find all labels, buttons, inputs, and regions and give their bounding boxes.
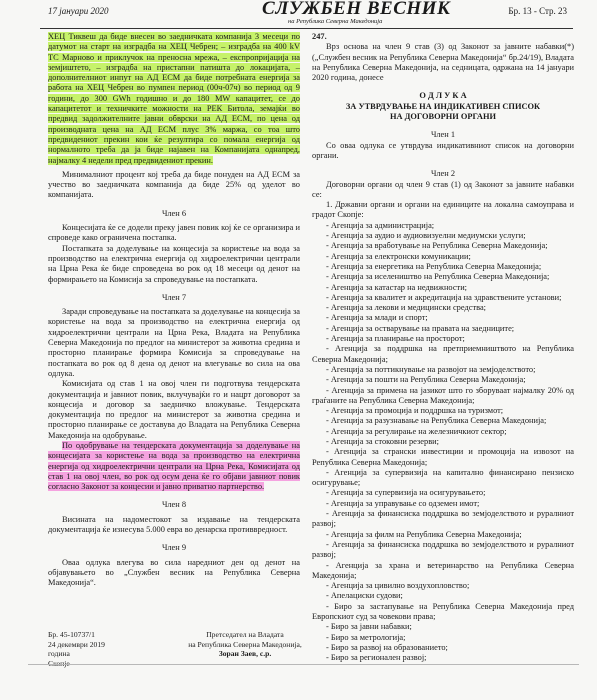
list-item: - Агенција за администрација;	[326, 220, 435, 230]
signatory: Претседател на Владата на Република Северна Македонија, Зоран Заев, с.р.	[188, 630, 302, 659]
list-item: - Биро за застапување на Република Северна Македонија пред Европскиот суд за човекови права;	[312, 601, 574, 622]
list-item: - Агенција за поддршка на претприемништвото на Република Северна Македонија;	[312, 344, 574, 364]
gazette-title: СЛУЖБЕН ВЕСНИК	[262, 0, 451, 19]
list-item: - Агенција за лекови и медицински средства;	[326, 303, 487, 313]
list-item: - Агенција за супервизија на осигурувањето;	[326, 488, 486, 498]
list-item: - Агенција за квалитет и акредитација на здравствените установи;	[326, 292, 562, 302]
article-heading: Член 7	[161, 292, 187, 302]
decision-subtitle: НА ДОГОВОРНИ ОРГАНИ	[389, 112, 497, 122]
paragraph: Оваа одлука влегува во сила наредниот ден од денот на објавувањето во „Службен весник на Република Северна Македонија“.	[48, 557, 300, 588]
issue-number: Бр. 13 - Стр. 23	[508, 6, 567, 16]
paragraph: Со оваа одлука се утврдува индикативниот список на договорни органи.	[312, 140, 574, 160]
list-item: - Агенција за поттикнување на развојот на земјоделството;	[326, 364, 536, 374]
list-item: - Апелациски судови;	[326, 591, 403, 601]
article-heading: Член 2	[430, 169, 456, 179]
paragraph: Висината на надоместокот за издавање на тендерската документација ќе изнесува 5.000 евра во денарска противвредност.	[48, 514, 300, 535]
list-item: - Агенција за храна и ветеринарство на Република Северна Македонија;	[312, 560, 574, 580]
list-item: - Агенција за планирање на просторот;	[326, 334, 465, 344]
page-bottom-rule	[28, 664, 579, 665]
paragraph	[48, 32, 300, 166]
agency-list	[312, 221, 574, 664]
highlighted-text: По одобрување на тендерската документација за доделување на концесијата за користење на вода за производство на електрична енергија од хидроелектрични централи на Црна Река, Комисијата од став 1 на овој член, во рок од осум дена ќе го објави јавниот повик согласно Законот за концесии и јавно приватно партнерство.	[48, 440, 300, 492]
list-item: - Агенција за млади и спорт;	[326, 313, 428, 323]
list-item: - Агенција за филм на Република Северна Македонија;	[326, 529, 522, 539]
article-heading: Член 1	[430, 130, 456, 140]
paragraph	[48, 441, 300, 492]
list-item: - Биро за јавни набавки;	[326, 622, 412, 632]
article-heading: Член 9	[161, 543, 187, 553]
paragraph: Заради спроведување на постапката за доделување на концесија за користење на вода за производство на електрична енергија од хидроелектрични централи на Црна Река, Владата на Република Северна Македонија по предлог на министерот за животна средина и просторно планирање формира Комисија за спроведување на постапката во рок од 8 дена од денот на влегување во сила на ова одлука.	[48, 307, 300, 378]
paragraph: Минималниот процент кој треба да биде понуден на АД ЕСМ за учество во заедничката компанија да биде 25% од уделот во компанијата.	[48, 169, 300, 200]
list-item: - Агенција за пошти на Република Северна Македонија;	[326, 375, 526, 385]
paragraph: Концесијата ќе се додели преку јавен повик кој ќе се организира и спроведе како ограничена постапка.	[48, 223, 300, 243]
list-item: - Агенција за финансиска поддршка во земјоделството и руралниот развој;	[312, 509, 574, 529]
list-item: - Биро за регионален развој;	[326, 653, 427, 663]
paragraph: Постапката за доделување на концесија за користење на вода за производство на електрична енергија од хидроелектрични централи на Црна Река ќе биде спроведена во рок од 18 месеци од денот на формирањето на Комисија за спроведување на постапката.	[48, 243, 300, 284]
list-item: - Агенција за финансиска поддршка во земјоделството и руралниот развој;	[312, 539, 574, 560]
list-item: - Агенција за иселеништво на Република Северна Македонија;	[326, 272, 550, 282]
article-heading: Член 6	[161, 208, 187, 218]
gazette-subtitle: на Република Северна Македонија	[288, 18, 383, 25]
preamble: Врз основа на член 9 став (3) од Законот за јавните набавки(*) („Службен весник на Република Северна Македонија“ бр.24/19), Владата на Република Северна Македонија, на седницата, одржана на 14 јануари 2020 година, донесе	[312, 42, 574, 83]
reference-number: Бр. 45-10737/1 24 декември 2019 година Скопје	[48, 630, 105, 668]
decision-title: О Д Л У К А	[419, 91, 467, 101]
paragraph: Комисијата од став 1 на овој член ги подготвува тендерската документација и јавниот повик, вклучувајќи го и нацрт договорот за концесија и договор за заедничко вложување. Тендерската документација по предлог на министерот за животна средина и просторно планирање се доставува до Владата на Република Северна Македонија на одобрување.	[48, 379, 300, 440]
page-header	[40, 0, 573, 29]
list-item: - Агенција за управување со одземен имот;	[326, 498, 480, 508]
list-item: - Агенција за катастар на недвижности;	[326, 282, 468, 292]
highlighted-text: ХЕЦ Тиквеш да биде внесен во заедничката компанија 3 месеци по датумот на старт на изградба на ХЕЦ Чебрен; – изградба на 400 kV ТС Марново и приклучок на преносна мрежа, – експропријација на земјиштето, – изградба на пристапни патишта до локацијата, – дополнителниот инпут на АД ЕСМ да биде потребната енергија за работа на ХЕЦ Чебрен во пумпен период (00ч-07ч) во период од 9 години, до 300 GWh годишно и до 180 MW капацитет, се до капацитетот и техничките можности на РЕК Битола, земајќи во предвид задолжителните јавни обврски на АД ЕСМ, по цена од производната цена на АД ЕСМ плус 3% маржа, со тоа што предвидениот прекин кои ќе резултира со помала енергија од нормалното треба да ја биде најавен на Компанијата однапред, најмалку 4 недели пред предвидениот прекин.	[48, 32, 300, 165]
list-item: - Агенција за стоковни резерви;	[326, 436, 439, 446]
list-item: - Агенција за вработување на Република Северна Македонија;	[326, 241, 548, 251]
list-item: - Агенција за енергетика на Република Северна Македонија;	[326, 261, 542, 271]
issue-date: 17 јануари 2020	[48, 6, 109, 16]
list-item: - Агенција за остварување на правата на заедниците;	[326, 323, 515, 333]
list-item: - Агенција за електронски комуникации;	[326, 251, 471, 261]
decision-subtitle: ЗА УТВРДУВАЊЕ НА ИНДИКАТИВЕН СПИСОК	[345, 101, 541, 111]
paragraph: Договорни органи од член 9 став (1) од Законот за јавните набавки се:	[312, 179, 574, 199]
list-item: - Биро за метрологија;	[326, 632, 406, 642]
right-column	[312, 32, 574, 664]
left-column	[48, 32, 300, 589]
list-item: - Агенција за аудио и аудиовизуелни медиумски услуги;	[326, 231, 526, 241]
list-item: - Агенција за регулирање на железничкиот сектор;	[326, 426, 507, 436]
list-item: - Агенција за примена на јазикот што го зборуваат најмалку 20% од граѓаните на Република Северна Македонија;	[312, 385, 574, 405]
list-item: - Агенција за цивилно воздухопловство;	[326, 581, 470, 591]
paragraph: 1. Државни органи и органи на единиците на локална самоуправа и градот Скопје:	[312, 200, 574, 220]
article-heading: Член 8	[161, 500, 187, 510]
list-item: - Агенција за промоција и поддршка на туризмот;	[326, 406, 504, 416]
list-item: - Агенција за разузнавање на Република Северна Македонија;	[326, 416, 547, 426]
list-item: - Агенција за странски инвестиции и промоција на извозот на Република Северна Македонија;	[312, 447, 574, 467]
act-number: 247.	[312, 32, 327, 41]
list-item: - Агенција за супервизија на капитално финансирано пензиско осигурување;	[312, 467, 574, 488]
list-item: - Биро за развој на образованието;	[326, 642, 448, 652]
